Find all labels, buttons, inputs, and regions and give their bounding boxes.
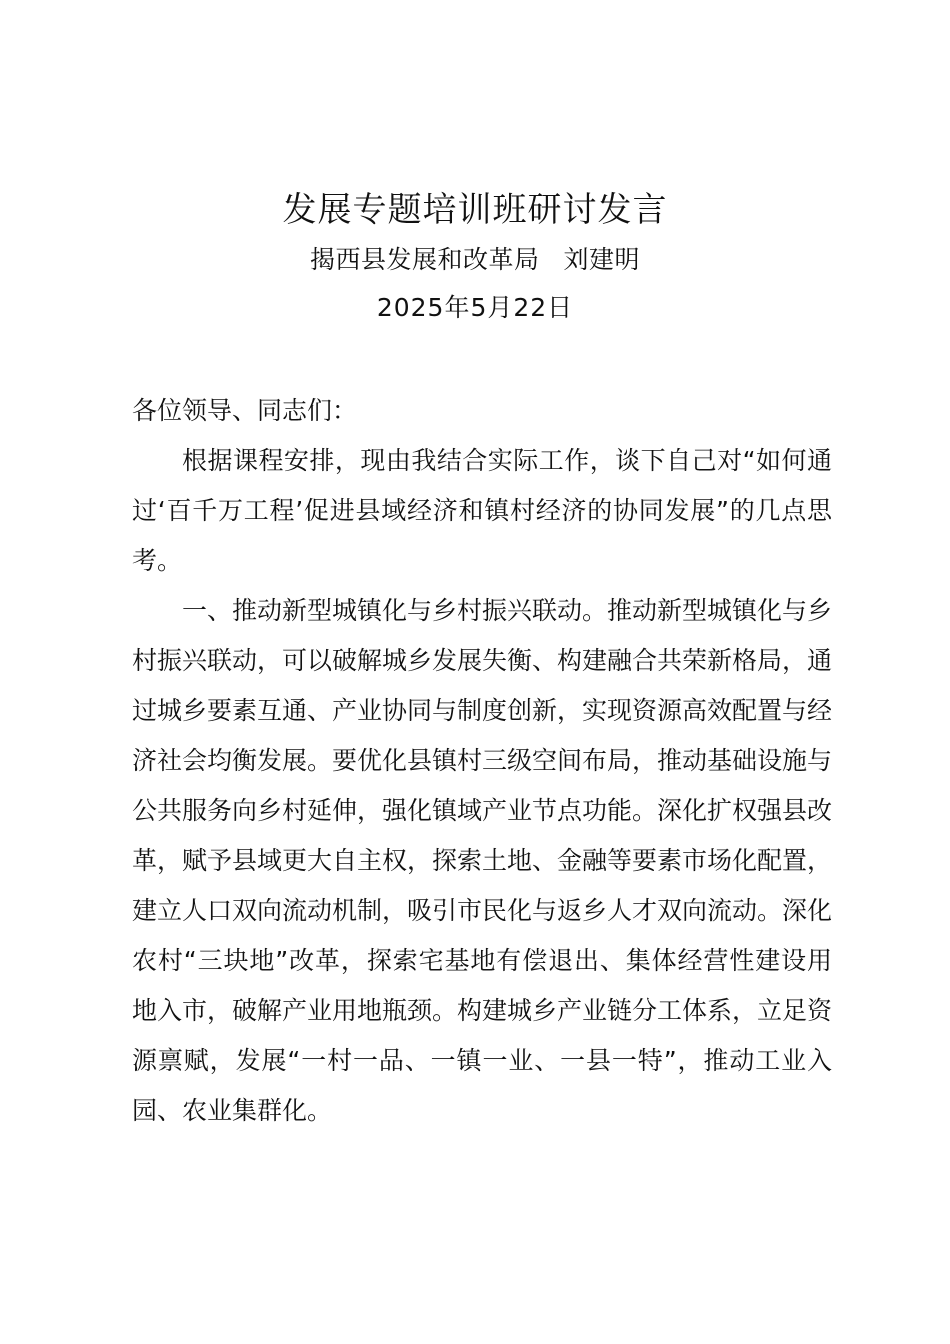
author-line [0, 238, 950, 282]
author-name: 刘建明 [563, 245, 641, 274]
document-title: 发展专题培训班研讨发言 [282, 190, 668, 230]
author-organization: 揭西县发展和改革局 [309, 245, 540, 274]
document-date: 2025年5月22日 [376, 293, 574, 322]
document-body [132, 386, 832, 1136]
paragraph-section-one: 一、推动新型城镇化与乡村振兴联动。推动新型城镇化与乡村振兴联动，可以破解城乡发展失衡、构建融合共荣新格局，通过城乡要素互通、产业协同与制度创新，实现资源高效配置与经济社会均衡发展。要优化县镇村三级空间布局，推动基础设施与公共服务向乡村延伸，强化镇域产业节点功能。深化扩权强县改革，赋予县域更大自主权，探索土地、金融等要素市场化配置，建立人口双向流动机制，吸引市民化与返乡人才双向流动。深化农村“三块地”改革，探索宅基地有偿退出、集体经营性建设用地入市，破解产业用地瓶颈。构建城乡产业链分工体系，立足资源禀赋，发展“一村一品、一镇一业、一县一特”，推动工业入园、农业集群化。 [132, 596, 833, 1125]
salutation: 各位领导、同志们： [132, 396, 358, 425]
paragraph-intro: 根据课程安排，现由我结合实际工作，谈下自己对“如何通过‘百千万工程’促进县域经济和镇村经济的协同发展”的几点思考。 [132, 446, 832, 575]
document-header [0, 186, 950, 330]
